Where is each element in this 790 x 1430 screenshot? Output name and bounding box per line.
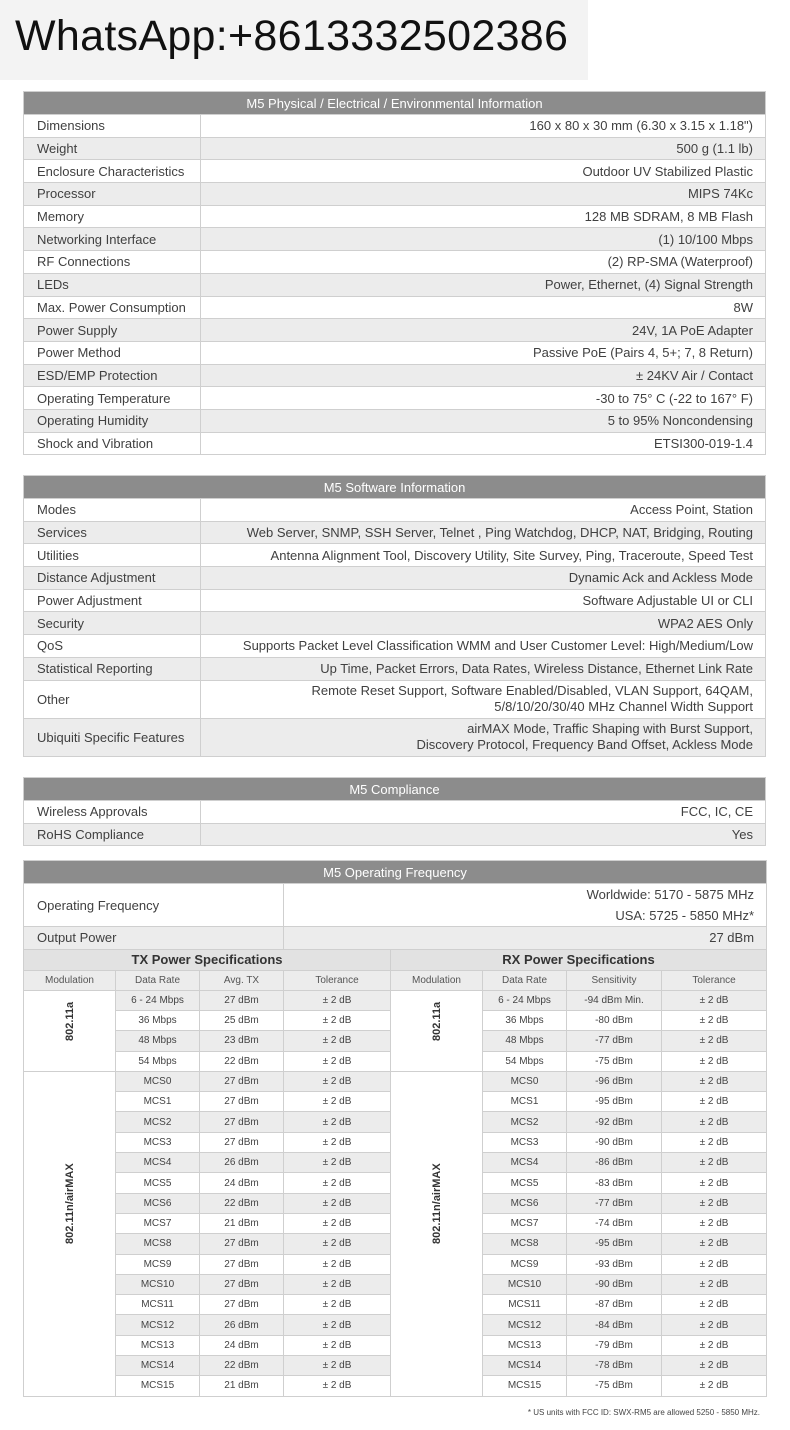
- table-cell: -74 dBm: [567, 1213, 662, 1233]
- spec-value-line: airMAX Mode, Traffic Shaping with Burst Support,: [467, 721, 753, 736]
- table-cell: MCS4: [116, 1153, 200, 1173]
- table-cell: -80 dBm: [567, 1010, 662, 1030]
- table-cell: ± 2 dB: [284, 1254, 391, 1274]
- watermark-text: WhatsApp:+8613332502386: [15, 12, 569, 60]
- spec-row: [24, 296, 766, 319]
- table-cell: 24 dBm: [200, 1335, 284, 1355]
- table-cell: ± 2 dB: [284, 1335, 391, 1355]
- spec-label: Memory: [24, 205, 201, 228]
- table-cell: 6 - 24 Mbps: [483, 990, 567, 1010]
- spec-value: Up Time, Packet Errors, Data Rates, Wireless Distance, Ethernet Link Rate: [201, 657, 766, 680]
- modulation-label: 802.11a: [430, 1001, 443, 1041]
- spec-label: Other: [24, 680, 201, 718]
- physical-info-table: [23, 91, 766, 455]
- spec-value: [201, 718, 766, 756]
- table-cell: ± 2 dB: [662, 1315, 767, 1335]
- operating-frequency-table: [23, 860, 767, 1397]
- table-cell: ± 2 dB: [284, 1010, 391, 1030]
- table-cell: ± 2 dB: [662, 1234, 767, 1254]
- spec-value: Outdoor UV Stabilized Plastic: [201, 160, 766, 183]
- table-cell: MCS11: [116, 1295, 200, 1315]
- spec-value: 500 g (1.1 lb): [201, 137, 766, 160]
- spec-value: 27 dBm: [284, 927, 767, 950]
- table-cell: 54 Mbps: [116, 1051, 200, 1071]
- column-header: Modulation: [391, 970, 483, 990]
- table-cell: MCS0: [116, 1071, 200, 1091]
- modulation-label: 802.11a: [63, 1001, 76, 1041]
- table-cell: ± 2 dB: [662, 1031, 767, 1051]
- table-cell: -77 dBm: [567, 1031, 662, 1051]
- spec-value-line: USA: 5725 - 5850 MHz*: [615, 908, 755, 923]
- table-cell: ± 2 dB: [284, 1315, 391, 1335]
- table-cell: -92 dBm: [567, 1112, 662, 1132]
- table-cell: ± 2 dB: [284, 1092, 391, 1112]
- table-cell: 27 dBm: [200, 1254, 284, 1274]
- spec-row: [24, 589, 766, 612]
- spec-value: 8W: [201, 296, 766, 319]
- spec-label: Security: [24, 612, 201, 635]
- spec-value: WPA2 AES Only: [201, 612, 766, 635]
- spec-label: LEDs: [24, 273, 201, 296]
- modulation-label: 802.11n/airMAX: [430, 1163, 443, 1244]
- table-cell: -87 dBm: [567, 1295, 662, 1315]
- spec-row: [24, 364, 766, 387]
- spec-row: [24, 409, 766, 432]
- table-cell: ± 2 dB: [662, 990, 767, 1010]
- column-header: Tolerance: [662, 970, 767, 990]
- table-cell: -86 dBm: [567, 1153, 662, 1173]
- table-cell: MCS5: [483, 1173, 567, 1193]
- column-header: Avg. TX: [200, 970, 284, 990]
- spec-label: Power Adjustment: [24, 589, 201, 612]
- operating-frequency-title: M5 Operating Frequency: [24, 861, 767, 884]
- table-row: [24, 1071, 767, 1091]
- table-cell: ± 2 dB: [284, 1213, 391, 1233]
- spec-value: 24V, 1A PoE Adapter: [201, 319, 766, 342]
- table-cell: ± 2 dB: [284, 1031, 391, 1051]
- spec-label: Power Method: [24, 341, 201, 364]
- table-cell: ± 2 dB: [662, 1112, 767, 1132]
- table-cell: -93 dBm: [567, 1254, 662, 1274]
- spec-value-line: Worldwide: 5170 - 5875 MHz: [586, 887, 755, 902]
- table-cell: -94 dBm Min.: [567, 990, 662, 1010]
- table-cell: 21 dBm: [200, 1213, 284, 1233]
- table-cell: ± 2 dB: [662, 1071, 767, 1091]
- spec-value: Web Server, SNMP, SSH Server, Telnet , Ping Watchdog, DHCP, NAT, Bridging, Routing: [201, 521, 766, 544]
- table-cell: MCS3: [116, 1132, 200, 1152]
- spec-label: QoS: [24, 635, 201, 658]
- table-cell: MCS9: [116, 1254, 200, 1274]
- spec-label: RF Connections: [24, 251, 201, 274]
- table-cell: MCS12: [116, 1315, 200, 1335]
- table-cell: 26 dBm: [200, 1153, 284, 1173]
- spec-row: [24, 183, 766, 206]
- modulation-cell: [391, 990, 483, 1071]
- table-cell: MCS6: [483, 1193, 567, 1213]
- watermark-banner: [0, 0, 588, 80]
- table-cell: -90 dBm: [567, 1274, 662, 1294]
- spec-label: Services: [24, 521, 201, 544]
- table-cell: 27 dBm: [200, 1112, 284, 1132]
- spec-value-line: 5/8/10/20/30/40 MHz Channel Width Support: [494, 699, 753, 714]
- table-cell: ± 2 dB: [284, 1153, 391, 1173]
- table-cell: MCS13: [483, 1335, 567, 1355]
- table-cell: 27 dBm: [200, 1071, 284, 1091]
- spec-row: [24, 499, 766, 522]
- footnote: * US units with FCC ID: SWX-RM5 are allowed 5250 - 5850 MHz.: [527, 1408, 760, 1417]
- table-cell: ± 2 dB: [662, 1051, 767, 1071]
- column-header: Data Rate: [116, 970, 200, 990]
- table-cell: -77 dBm: [567, 1193, 662, 1213]
- table-cell: 6 - 24 Mbps: [116, 990, 200, 1010]
- spec-label: Operating Temperature: [24, 387, 201, 410]
- table-cell: 36 Mbps: [483, 1010, 567, 1030]
- table-cell: MCS13: [116, 1335, 200, 1355]
- table-cell: -96 dBm: [567, 1071, 662, 1091]
- table-cell: MCS14: [116, 1356, 200, 1376]
- tx-spec-title: TX Power Specifications: [24, 949, 391, 970]
- spec-row: [24, 432, 766, 455]
- modulation-label: 802.11n/airMAX: [63, 1163, 76, 1244]
- table-cell: 27 dBm: [200, 1295, 284, 1315]
- table-cell: MCS1: [116, 1092, 200, 1112]
- spec-value: 160 x 80 x 30 mm (6.30 x 3.15 x 1.18"): [201, 115, 766, 138]
- spec-row: [24, 273, 766, 296]
- spec-label: Enclosure Characteristics: [24, 160, 201, 183]
- spec-label: Wireless Approvals: [24, 801, 201, 824]
- spec-value: Supports Packet Level Classification WMM and User Customer Level: High/Medium/Low: [201, 635, 766, 658]
- table-cell: ± 2 dB: [662, 1295, 767, 1315]
- table-cell: MCS7: [116, 1213, 200, 1233]
- spec-row: [24, 160, 766, 183]
- table-cell: ± 2 dB: [662, 1254, 767, 1274]
- table-cell: 36 Mbps: [116, 1010, 200, 1030]
- table-cell: ± 2 dB: [662, 1335, 767, 1355]
- spec-value: [284, 884, 767, 927]
- spec-row: [24, 612, 766, 635]
- table-cell: ± 2 dB: [284, 1071, 391, 1091]
- table-cell: -95 dBm: [567, 1234, 662, 1254]
- table-cell: MCS3: [483, 1132, 567, 1152]
- spec-label: Power Supply: [24, 319, 201, 342]
- spec-value: 128 MB SDRAM, 8 MB Flash: [201, 205, 766, 228]
- table-cell: 25 dBm: [200, 1010, 284, 1030]
- spec-row: [24, 801, 766, 824]
- table-row: [24, 990, 767, 1010]
- table-cell: MCS12: [483, 1315, 567, 1335]
- table-cell: ± 2 dB: [662, 1010, 767, 1030]
- spec-label: Operating Frequency: [24, 884, 284, 927]
- table-cell: ± 2 dB: [662, 1132, 767, 1152]
- table-cell: -75 dBm: [567, 1051, 662, 1071]
- table-cell: -75 dBm: [567, 1376, 662, 1396]
- table-cell: MCS6: [116, 1193, 200, 1213]
- spec-value: Yes: [201, 823, 766, 846]
- table-cell: MCS5: [116, 1173, 200, 1193]
- spec-label: Distance Adjustment: [24, 567, 201, 590]
- table-cell: MCS11: [483, 1295, 567, 1315]
- software-info-table: [23, 475, 766, 757]
- table-cell: 27 dBm: [200, 1274, 284, 1294]
- table-cell: ± 2 dB: [284, 990, 391, 1010]
- spec-label: Weight: [24, 137, 201, 160]
- spec-value: [201, 680, 766, 718]
- spec-value: Access Point, Station: [201, 499, 766, 522]
- spec-row: [24, 823, 766, 846]
- table-cell: 27 dBm: [200, 1132, 284, 1152]
- spec-value: MIPS 74Kc: [201, 183, 766, 206]
- table-cell: 23 dBm: [200, 1031, 284, 1051]
- spec-value: Passive PoE (Pairs 4, 5+; 7, 8 Return): [201, 341, 766, 364]
- spec-label: RoHS Compliance: [24, 823, 201, 846]
- table-cell: ± 2 dB: [284, 1274, 391, 1294]
- table-cell: ± 2 dB: [284, 1112, 391, 1132]
- spec-value: Dynamic Ack and Ackless Mode: [201, 567, 766, 590]
- table-cell: ± 2 dB: [284, 1356, 391, 1376]
- spec-value: Power, Ethernet, (4) Signal Strength: [201, 273, 766, 296]
- spec-row: [24, 205, 766, 228]
- table-cell: MCS15: [483, 1376, 567, 1396]
- spec-label: Output Power: [24, 927, 284, 950]
- table-cell: ± 2 dB: [662, 1274, 767, 1294]
- table-cell: ± 2 dB: [284, 1234, 391, 1254]
- spec-value-line: Discovery Protocol, Frequency Band Offset, Ackless Mode: [416, 737, 753, 752]
- spec-row: [24, 319, 766, 342]
- table-cell: MCS2: [116, 1112, 200, 1132]
- table-cell: 27 dBm: [200, 990, 284, 1010]
- table-cell: -79 dBm: [567, 1335, 662, 1355]
- table-cell: ± 2 dB: [662, 1376, 767, 1396]
- table-cell: -95 dBm: [567, 1092, 662, 1112]
- spec-row: [24, 251, 766, 274]
- table-cell: ± 2 dB: [284, 1376, 391, 1396]
- spec-row: [24, 137, 766, 160]
- table-cell: 27 dBm: [200, 1234, 284, 1254]
- rx-spec-title: RX Power Specifications: [391, 949, 767, 970]
- spec-value: Antenna Alignment Tool, Discovery Utility, Site Survey, Ping, Traceroute, Speed Test: [201, 544, 766, 567]
- column-header: Data Rate: [483, 970, 567, 990]
- spec-value: Software Adjustable UI or CLI: [201, 589, 766, 612]
- spec-label: Ubiquiti Specific Features: [24, 718, 201, 756]
- table-cell: MCS14: [483, 1356, 567, 1376]
- table-cell: MCS2: [483, 1112, 567, 1132]
- table-cell: ± 2 dB: [284, 1132, 391, 1152]
- software-info-title: M5 Software Information: [24, 476, 766, 499]
- table-cell: -83 dBm: [567, 1173, 662, 1193]
- spec-label: Processor: [24, 183, 201, 206]
- table-cell: ± 2 dB: [662, 1153, 767, 1173]
- table-cell: ± 2 dB: [284, 1295, 391, 1315]
- column-header: Tolerance: [284, 970, 391, 990]
- spec-label: Shock and Vibration: [24, 432, 201, 455]
- spec-value: FCC, IC, CE: [201, 801, 766, 824]
- spec-value-line: Remote Reset Support, Software Enabled/Disabled, VLAN Support, 64QAM,: [311, 683, 753, 698]
- table-cell: -84 dBm: [567, 1315, 662, 1335]
- spec-value: ETSI300-019-1.4: [201, 432, 766, 455]
- spec-row: [24, 544, 766, 567]
- table-cell: 22 dBm: [200, 1356, 284, 1376]
- modulation-cell: [391, 1071, 483, 1396]
- table-cell: ± 2 dB: [284, 1051, 391, 1071]
- spec-label: Operating Humidity: [24, 409, 201, 432]
- spec-label: Statistical Reporting: [24, 657, 201, 680]
- spec-row: [24, 521, 766, 544]
- table-cell: ± 2 dB: [662, 1356, 767, 1376]
- table-cell: 22 dBm: [200, 1193, 284, 1213]
- spec-value: (1) 10/100 Mbps: [201, 228, 766, 251]
- table-cell: ± 2 dB: [662, 1092, 767, 1112]
- table-cell: MCS9: [483, 1254, 567, 1274]
- table-cell: ± 2 dB: [284, 1193, 391, 1213]
- table-cell: -78 dBm: [567, 1356, 662, 1376]
- spec-label: Utilities: [24, 544, 201, 567]
- table-cell: MCS0: [483, 1071, 567, 1091]
- column-header: Modulation: [24, 970, 116, 990]
- table-cell: ± 2 dB: [662, 1173, 767, 1193]
- spec-row: [24, 387, 766, 410]
- table-cell: MCS15: [116, 1376, 200, 1396]
- table-cell: 24 dBm: [200, 1173, 284, 1193]
- spec-label: Modes: [24, 499, 201, 522]
- table-cell: MCS8: [116, 1234, 200, 1254]
- table-cell: 48 Mbps: [116, 1031, 200, 1051]
- compliance-title: M5 Compliance: [24, 778, 766, 801]
- spec-label: Dimensions: [24, 115, 201, 138]
- table-cell: MCS10: [116, 1274, 200, 1294]
- table-cell: MCS7: [483, 1213, 567, 1233]
- table-cell: ± 2 dB: [662, 1213, 767, 1233]
- spec-row: [24, 657, 766, 680]
- table-cell: ± 2 dB: [284, 1173, 391, 1193]
- compliance-table: [23, 777, 766, 846]
- spec-value: -30 to 75° C (-22 to 167° F): [201, 387, 766, 410]
- spec-label: ESD/EMP Protection: [24, 364, 201, 387]
- table-cell: MCS4: [483, 1153, 567, 1173]
- table-cell: MCS10: [483, 1274, 567, 1294]
- table-cell: MCS1: [483, 1092, 567, 1112]
- spec-label: Max. Power Consumption: [24, 296, 201, 319]
- table-cell: 22 dBm: [200, 1051, 284, 1071]
- physical-info-title: M5 Physical / Electrical / Environmental Information: [24, 92, 766, 115]
- spec-row: [24, 635, 766, 658]
- spec-row: [24, 567, 766, 590]
- table-cell: 26 dBm: [200, 1315, 284, 1335]
- modulation-cell: [24, 990, 116, 1071]
- table-cell: 21 dBm: [200, 1376, 284, 1396]
- table-cell: 27 dBm: [200, 1092, 284, 1112]
- table-cell: 54 Mbps: [483, 1051, 567, 1071]
- spec-value: ± 24KV Air / Contact: [201, 364, 766, 387]
- table-cell: ± 2 dB: [662, 1193, 767, 1213]
- column-header: Sensitivity: [567, 970, 662, 990]
- spec-value: 5 to 95% Noncondensing: [201, 409, 766, 432]
- spec-row: [24, 228, 766, 251]
- table-cell: -90 dBm: [567, 1132, 662, 1152]
- spec-label: Networking Interface: [24, 228, 201, 251]
- modulation-cell: [24, 1071, 116, 1396]
- spec-row: [24, 115, 766, 138]
- table-cell: MCS8: [483, 1234, 567, 1254]
- spec-row: [24, 341, 766, 364]
- table-cell: 48 Mbps: [483, 1031, 567, 1051]
- spec-value: (2) RP-SMA (Waterproof): [201, 251, 766, 274]
